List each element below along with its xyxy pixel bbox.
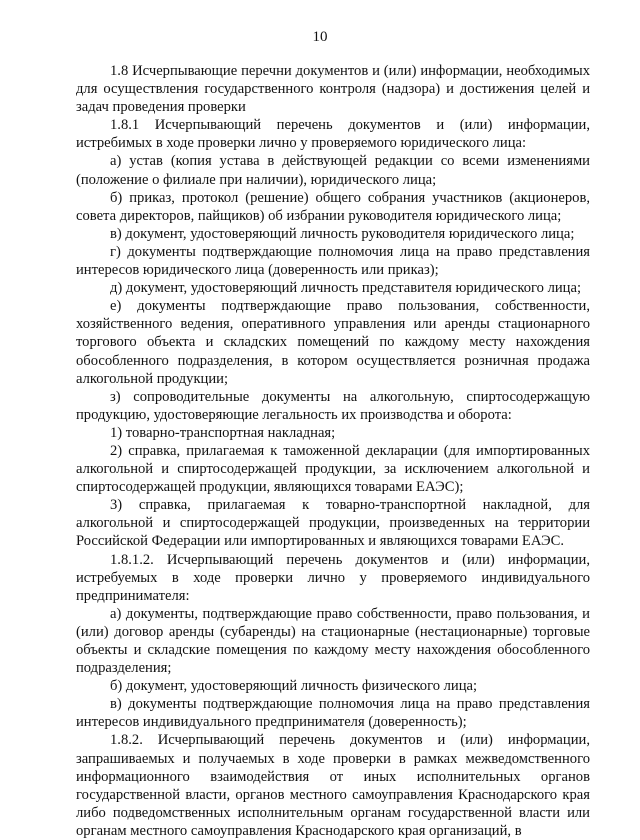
list-item-a-charter: а) устав (копия устава в действующей редакции со всеми изменениями (положение о филиале при наличии), юридического лица;: [76, 153, 590, 188]
list-item-b-order: б) приказ, протокол (решение) общего собрания участников (акционеров, совета директоров, пайщиков) об избрании руководителя юридического лица;: [76, 189, 590, 224]
list-item-g-authority: г) документы подтверждающие полномочия лица на право представления интересов юридического лица (доверенность или приказ);: [76, 243, 590, 279]
list-item-e-property-rights: е) документы подтверждающие право пользования, собственности, хозяйственного ведения, оперативного управления или аренды стационарного торгового объекта и складских помещений по каждому месту нахождения обособленного подразделения, в котором осуществляется розничная продажа алкогольной продукции;: [76, 298, 590, 387]
ip-item-b-identity: б) документ, удостоверяющий личность физического лица;: [110, 678, 478, 695]
sub-item-1-waybill: 1) товарно-транспортная накладная;: [110, 424, 336, 441]
section-1-8-1-2-intro: 1.8.1.2. Исчерпывающий перечень документов и (или) информации, истребуемых в ходе проверки лично у проверяемого индивидуального предпринимателя:: [76, 551, 590, 604]
page-number: 10: [312, 29, 328, 45]
sub-item-3-waybill-certificate: 3) справка, прилагаемая к товарно-транспортной накладной, для алкогольной и спиртосодержащей продукции, произведенных на территории Российской Федерации или импортированных и являющихся товарами ЕАЭС.: [76, 497, 590, 550]
ip-item-a-property-docs: а) документы, подтверждающие право собственности, право пользования, и (или) договор аренды (субаренды) на стационарные (нестационарные) торговые объекты и складские помещения по каждому месту нахождения обособленного подразделения;: [76, 605, 590, 677]
sub-item-2-customs-certificate: 2) справка, прилагаемая к таможенной декларации (для импортированных алкогольной и спиртосодержащей продукции, за исключением алкогольной и спиртосодержащей продукции, являющихся товарами ЕАЭС);: [76, 442, 590, 496]
list-item-z-accompanying-docs: з) сопроводительные документы на алкогольную, спиртосодержащую продукцию, удостоверяющие легальность их производства и оборота:: [76, 388, 590, 423]
document-body: [76, 62, 590, 840]
section-1-8-1-intro: 1.8.1 Исчерпывающий перечень документов и (или) информации, истребимых в ходе проверки лично у проверяемого юридического лица:: [76, 117, 590, 152]
section-1-8-heading: 1.8 Исчерпывающие перечни документов и (или) информации, необходимых для осуществления государственного контроля (надзора) и достижения целей и задач проведения проверки: [76, 63, 590, 116]
ip-item-v-authority: в) документы подтверждающие полномочия лица на право представления интересов индивидуального предпринимателя (доверенность);: [76, 696, 590, 731]
list-item-v-head-id: в) документ, удостоверяющий личность руководителя юридического лица;: [110, 225, 575, 242]
section-1-8-2-intro: 1.8.2. Исчерпывающий перечень документов и (или) информации, запрашиваемых и получаемых в ходе проверки в рамках межведомственного информационного взаимодействия от иных исполнительных органов государственной власти, органов местного самоуправления Краснодарского края либо подведомственных исполнительным органам государственной власти или органам местного самоуправления Краснодарского края организаций, в: [76, 732, 590, 839]
list-item-d-representative-id: д) документ, удостоверяющий личность представителя юридического лица;: [110, 280, 582, 297]
